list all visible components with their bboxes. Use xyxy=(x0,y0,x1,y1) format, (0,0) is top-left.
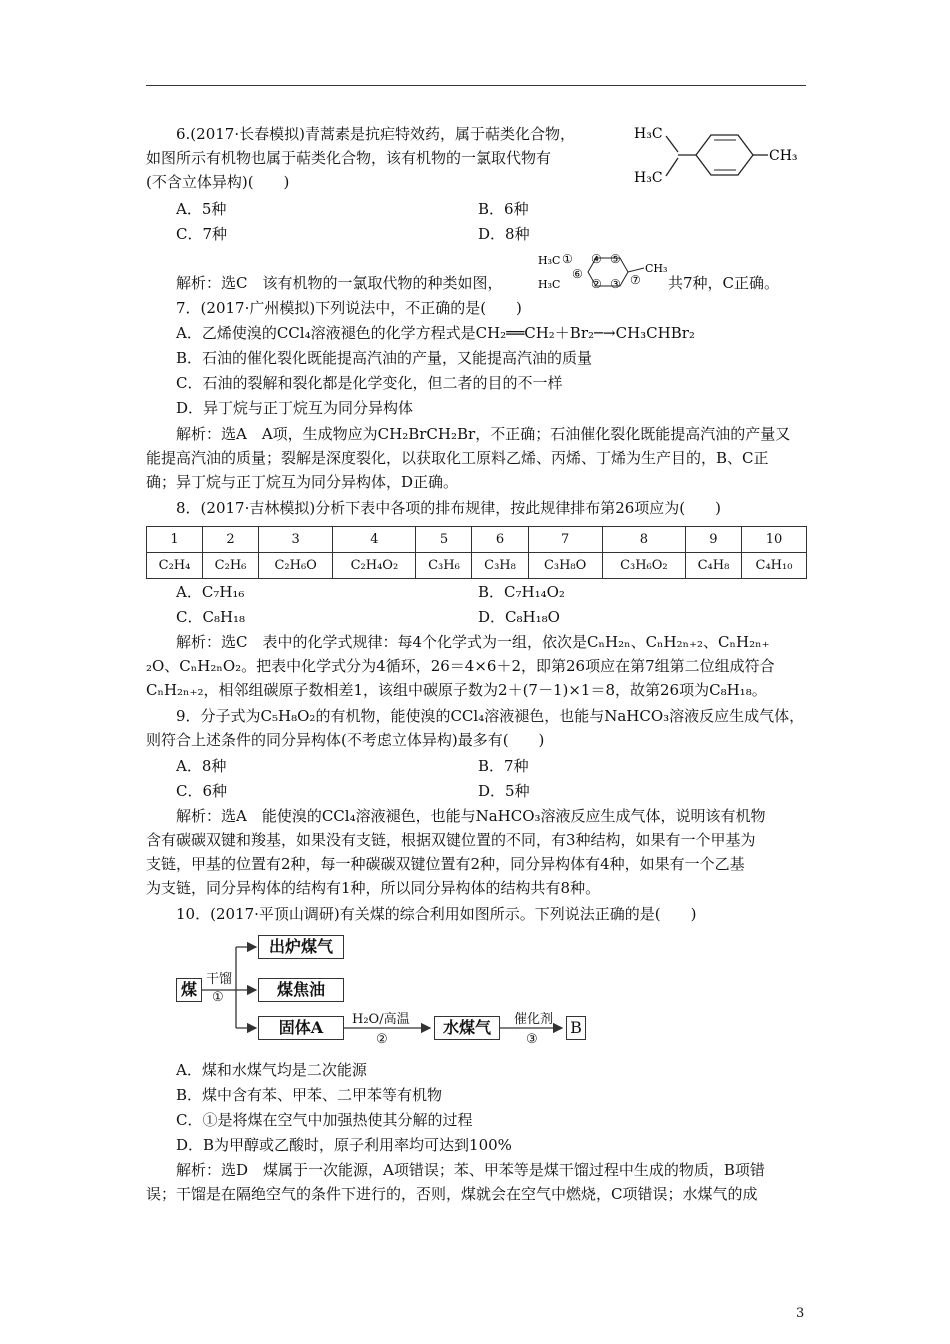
flow-step1-number: ① xyxy=(212,990,224,1005)
q9-stem-line1: 9．分子式为C₅H₈O₂的有机物，能使溴的CCl₄溶液褪色，也能与NaHCO₃溶液反应生成气体， xyxy=(176,707,805,725)
flow-step3-number: ③ xyxy=(526,1032,538,1047)
q6-stem-line2: 如图所示有机物也属于萜类化合物，该有机物的一氯取代物有 xyxy=(146,149,552,167)
table-header-cell: 8 xyxy=(602,527,685,553)
table-header-cell: 3 xyxy=(259,527,333,553)
q8-option-d: D．C₈H₁₈O xyxy=(478,608,560,626)
q8-option-c: C．C₈H₁₈ xyxy=(176,608,246,626)
table-header-cell: 9 xyxy=(685,527,741,553)
q6-option-d: D．8种 xyxy=(478,225,530,243)
q7-answer-line2: 能提高汽油的质量；裂解是深度裂化，以获取化工原料乙烯、丙烯、丁烯为生产目的，B、C正 xyxy=(146,449,769,467)
flow-water-gas-box: 水煤气 xyxy=(434,1016,500,1040)
table-cell: C₄H₈ xyxy=(685,553,741,579)
table-row xyxy=(147,553,807,579)
q8-option-a: A．C₇H₁₆ xyxy=(176,583,245,601)
flow-solid-a-box: 固体A xyxy=(258,1016,344,1040)
flow-coke-oven-gas-box: 出炉煤气 xyxy=(258,935,344,959)
svg-text:⑥: ⑥ xyxy=(572,267,583,281)
table-cell: C₂H₆ xyxy=(203,553,259,579)
table-header-cell: 4 xyxy=(333,527,416,553)
svg-text:③: ③ xyxy=(610,277,621,291)
q8-answer-line3: CₙH₂ₙ₊₂，相邻组碳原子数相差1，该组中碳原子数为2＋(7－1)×1＝8，故第26项为C₈H₁₈。 xyxy=(146,681,767,699)
q6-answer-structure-diagram xyxy=(538,250,668,292)
q6-answer-pre: 解析：选C 该有机物的一氯取代物的种类如图， xyxy=(176,274,503,292)
svg-text:H₃C: H₃C xyxy=(538,254,561,267)
table-header-cell: 6 xyxy=(472,527,528,553)
table-header-cell: 2 xyxy=(203,527,259,553)
q7-option-c: C．石油的裂解和裂化都是化学变化，但二者的目的不一样 xyxy=(176,374,563,392)
flow-product-b-box: B xyxy=(566,1016,586,1040)
q9-answer-line2: 含有碳碳双键和羧基，如果没有支链，根据双键位置的不同，有3种结构，如果有一个甲基为 xyxy=(146,831,756,849)
table-cell: C₂H₆O xyxy=(259,553,333,579)
svg-text:④: ④ xyxy=(591,252,602,266)
svg-text:②: ② xyxy=(591,277,602,291)
q7-stem: 7．(2017·广州模拟)下列说法中，不正确的是( ) xyxy=(176,299,522,317)
q10-option-d: D．B为甲醇或乙酸时，原子利用率均可达到100% xyxy=(176,1136,512,1154)
q6-struct-label-h3c-bottom: H₃C xyxy=(634,170,663,186)
svg-text:⑦: ⑦ xyxy=(630,273,641,287)
q10-stem: 10．(2017·平顶山调研)有关煤的综合利用如图所示。下列说法正确的是( ) xyxy=(176,905,697,923)
svg-text:①: ① xyxy=(562,252,573,266)
q10-option-a: A．煤和水煤气均是二次能源 xyxy=(176,1061,367,1079)
q10-coal-flowchart xyxy=(176,932,596,1052)
q10-option-c: C．①是将煤在空气中加强热使其分解的过程 xyxy=(176,1111,473,1129)
table-header-row xyxy=(147,527,807,553)
flow-coal-tar-box: 煤焦油 xyxy=(258,978,344,1002)
svg-text:⑤: ⑤ xyxy=(610,252,621,266)
svg-text:CH₃: CH₃ xyxy=(645,262,668,275)
table-cell: C₃H₈ xyxy=(472,553,528,579)
q9-option-c: C．6种 xyxy=(176,782,228,800)
q6-stem-line1: 6.(2017·长春模拟)青蒿素是抗疟特效药，属于萜类化合物， xyxy=(176,125,575,143)
header-rule xyxy=(146,85,806,86)
q7-answer-line1: 解析：选A A项，生成物应为CH₂BrCH₂Br，不正确；石油催化裂化既能提高汽油的产量又 xyxy=(176,425,791,443)
q7-option-d: D．异丁烷与正丁烷互为同分异构体 xyxy=(176,399,414,417)
q6-option-a: A．5种 xyxy=(176,200,227,218)
table-cell: C₃H₆ xyxy=(416,553,472,579)
q9-stem-line2: 则符合上述条件的同分异构体(不考虑立体异构)最多有( ) xyxy=(146,731,545,749)
q6-answer-post: 共7种，C正确。 xyxy=(668,274,780,292)
table-cell: C₃H₆O₂ xyxy=(602,553,685,579)
flow-step2-label: H₂O/高温 xyxy=(352,1012,410,1027)
table-header-cell: 1 xyxy=(147,527,203,553)
q9-option-a: A．8种 xyxy=(176,757,227,775)
q7-answer-line3: 确；异丁烷与正丁烷互为同分异构体，D正确。 xyxy=(146,473,459,491)
table-cell: C₂H₄O₂ xyxy=(333,553,416,579)
q8-option-b: B．C₇H₁₄O₂ xyxy=(478,583,565,601)
table-header-cell: 10 xyxy=(741,527,806,553)
q9-option-b: B．7种 xyxy=(478,757,529,775)
table-cell: C₃H₈O xyxy=(528,553,602,579)
q10-answer-line2: 误；干馏是在隔绝空气的条件下进行的，否则，煤就会在空气中燃烧，C项错误；水煤气的成 xyxy=(146,1185,758,1203)
flow-step2-number: ② xyxy=(376,1032,388,1047)
table-header-cell: 7 xyxy=(528,527,602,553)
q9-answer-line1: 解析：选A 能使溴的CCl₄溶液褪色，也能与NaHCO₃溶液反应生成气体，说明该有机物 xyxy=(176,807,766,825)
q10-answer-line1: 解析：选D 煤属于一次能源，A项错误；苯、甲苯等是煤干馏过程中生成的物质，B项错 xyxy=(176,1161,765,1179)
q9-answer-line3: 支链，甲基的位置有2种，每一种碳碳双键位置有2种，同分异构体有4种，如果有一个乙基 xyxy=(146,855,745,873)
table-cell: C₂H₄ xyxy=(147,553,203,579)
q8-stem: 8．(2017·吉林模拟)分析下表中各项的排布规律，按此规律排布第26项应为( ) xyxy=(176,499,721,517)
q7-option-a: A．乙烯使溴的CCl₄溶液褪色的化学方程式是CH₂══CH₂＋Br₂─→CH₃CHBr₂ xyxy=(176,324,695,342)
flow-step3-label: 催化剂 xyxy=(514,1012,554,1027)
q6-struct-label-h3c-top: H₃C xyxy=(634,126,663,142)
q8-answer-line1: 解析：选C 表中的化学式规律：每4个化学式为一组，依次是CₙH₂ₙ、CₙH₂ₙ₊₂、CₙH₂ₙ₊ xyxy=(176,633,770,651)
page-number: 3 xyxy=(796,1306,805,1321)
flow-step1-label: 干馏 xyxy=(206,972,233,987)
q9-option-d: D．5种 xyxy=(478,782,530,800)
flow-coal-box: 煤 xyxy=(176,978,202,1002)
q6-option-b: B．6种 xyxy=(478,200,529,218)
q6-option-c: C．7种 xyxy=(176,225,228,243)
q7-option-b: B．石油的催化裂化既能提高汽油的产量，又能提高汽油的质量 xyxy=(176,349,593,367)
q9-answer-line4: 为支链，同分异构体的结构有1种，所以同分异构体的结构共有8种。 xyxy=(146,879,601,897)
q6-stem-line3: (不含立体异构)( ) xyxy=(146,173,290,191)
q6-struct-label-ch3: CH₃ xyxy=(769,148,798,164)
table-header-cell: 5 xyxy=(416,527,472,553)
q8-sequence-table xyxy=(146,526,807,579)
q10-option-b: B．煤中含有苯、甲苯、二甲苯等有机物 xyxy=(176,1086,443,1104)
q8-answer-line2: ₂O、CₙH₂ₙO₂。把表中化学式分为4循环，26＝4×6＋2，即第26项应在第7组第二位组成符合 xyxy=(146,657,775,675)
q6-structure-diagram xyxy=(632,122,812,188)
svg-text:H₃C: H₃C xyxy=(538,278,561,291)
table-cell: C₄H₁₀ xyxy=(741,553,806,579)
